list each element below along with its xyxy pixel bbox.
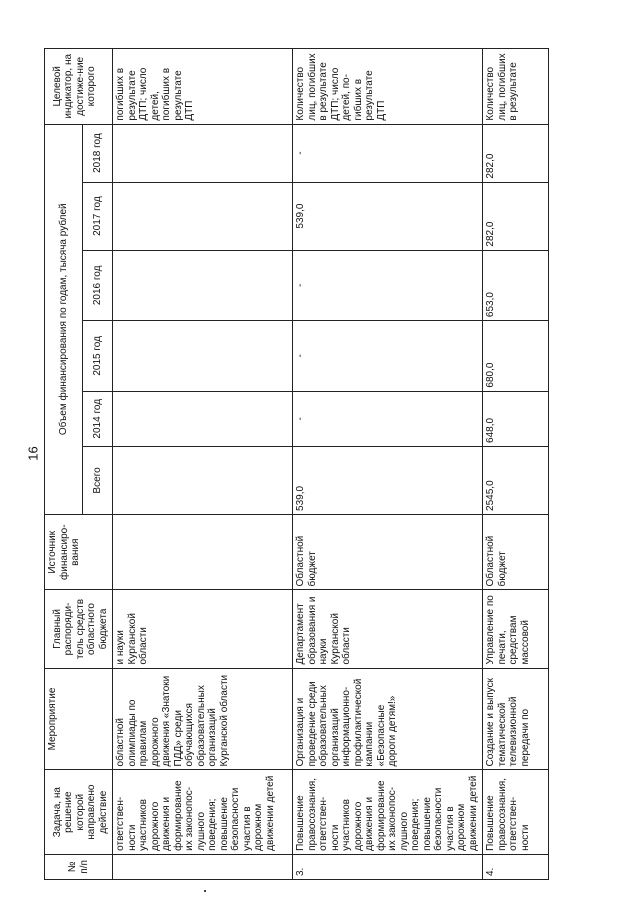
header-event: Мероприятие: [45, 668, 113, 770]
cell-num: [113, 854, 293, 879]
cell-source: Областной бюджет: [483, 514, 549, 590]
cell-2016: -: [293, 250, 483, 321]
header-admin: Главный распоряди-тель средств областного бюджета: [45, 590, 113, 668]
cell-2018: 282,0: [483, 124, 549, 182]
cell-task: Повышение правосознания, ответствен-ности: [483, 770, 549, 854]
table-row: [113, 49, 293, 880]
cell-indicator: Количество лиц, погибших в результате ДТП; число детей, по-гибших в результате ДТП: [293, 49, 483, 125]
cell-admin: Управление по печати, средствам массовой: [483, 590, 549, 668]
header-2015: 2015 год: [83, 321, 113, 392]
cell-total: 2545,0: [483, 446, 549, 514]
cell-source: [113, 514, 293, 590]
header-num: № п/п: [45, 854, 113, 879]
scan-speck: [204, 890, 206, 892]
cell-2016: 653,0: [483, 250, 549, 321]
cell-total: 539,0: [293, 446, 483, 514]
cell-2017: [113, 182, 293, 250]
cell-2016: [113, 250, 293, 321]
header-total: Всего: [83, 446, 113, 514]
cell-2014: [113, 391, 293, 446]
header-2016: 2016 год: [83, 250, 113, 321]
cell-total: [113, 446, 293, 514]
cell-admin: Департамент образования и науки Курганской области: [293, 590, 483, 668]
cell-indicator: Количество лиц, погибших в результате: [483, 49, 549, 125]
cell-2017: 539,0: [293, 182, 483, 250]
cell-event: Организация и проведение среди образовательных организаций информационно-профилактической кампании «Безопасные дороги детям!»: [293, 668, 483, 770]
header-indicator: Целевой индикатор, на достиже-ние которого: [45, 49, 113, 125]
header-source: Источник финансиро-вания: [45, 514, 113, 590]
cell-num: 4.: [483, 854, 549, 879]
table-row: [483, 49, 549, 880]
rotated-table-wrapper: [44, 48, 600, 880]
financing-table: [44, 48, 549, 880]
cell-task: Повышение правосознания, ответствен-ности участников дорожного движения и формирование их законопос-лушного поведения; повышение безопасности участия в дорожном движении детей: [293, 770, 483, 854]
cell-task: ответствен-ности участников дорожного движения и формирование их законопос-лушного поведения; повышение безопасности участия в дорожном движении детей: [113, 770, 293, 854]
cell-2015: [113, 321, 293, 392]
header-2018: 2018 год: [83, 124, 113, 182]
table-row: [293, 49, 483, 880]
cell-2017: 282,0: [483, 182, 549, 250]
header-2017: 2017 год: [83, 182, 113, 250]
cell-2014: 648,0: [483, 391, 549, 446]
cell-num: 3.: [293, 854, 483, 879]
cell-2018: -: [293, 124, 483, 182]
cell-source: Областной бюджет: [293, 514, 483, 590]
page-number: 16: [25, 446, 41, 461]
header-2014: 2014 год: [83, 391, 113, 446]
header-volume-group: Объем финансирования по годам, тысяча рублей: [45, 124, 83, 514]
cell-admin: и науки Курганской области: [113, 590, 293, 668]
cell-2015: -: [293, 321, 483, 392]
cell-indicator: погибших в результате ДТП; число детей, погибших в результате ДТП: [113, 49, 293, 125]
cell-2018: [113, 124, 293, 182]
cell-event: областной олимпиады по правилам дорожного движения «Знатоки ПДД» среди обучающихся образовательных организаций Курганской области: [113, 668, 293, 770]
header-task: Задача, на решение которой направлено действие: [45, 770, 113, 854]
cell-2014: -: [293, 391, 483, 446]
cell-event: Создание и выпуск тематической телевизионной передачи по: [483, 668, 549, 770]
cell-2015: 680,0: [483, 321, 549, 392]
